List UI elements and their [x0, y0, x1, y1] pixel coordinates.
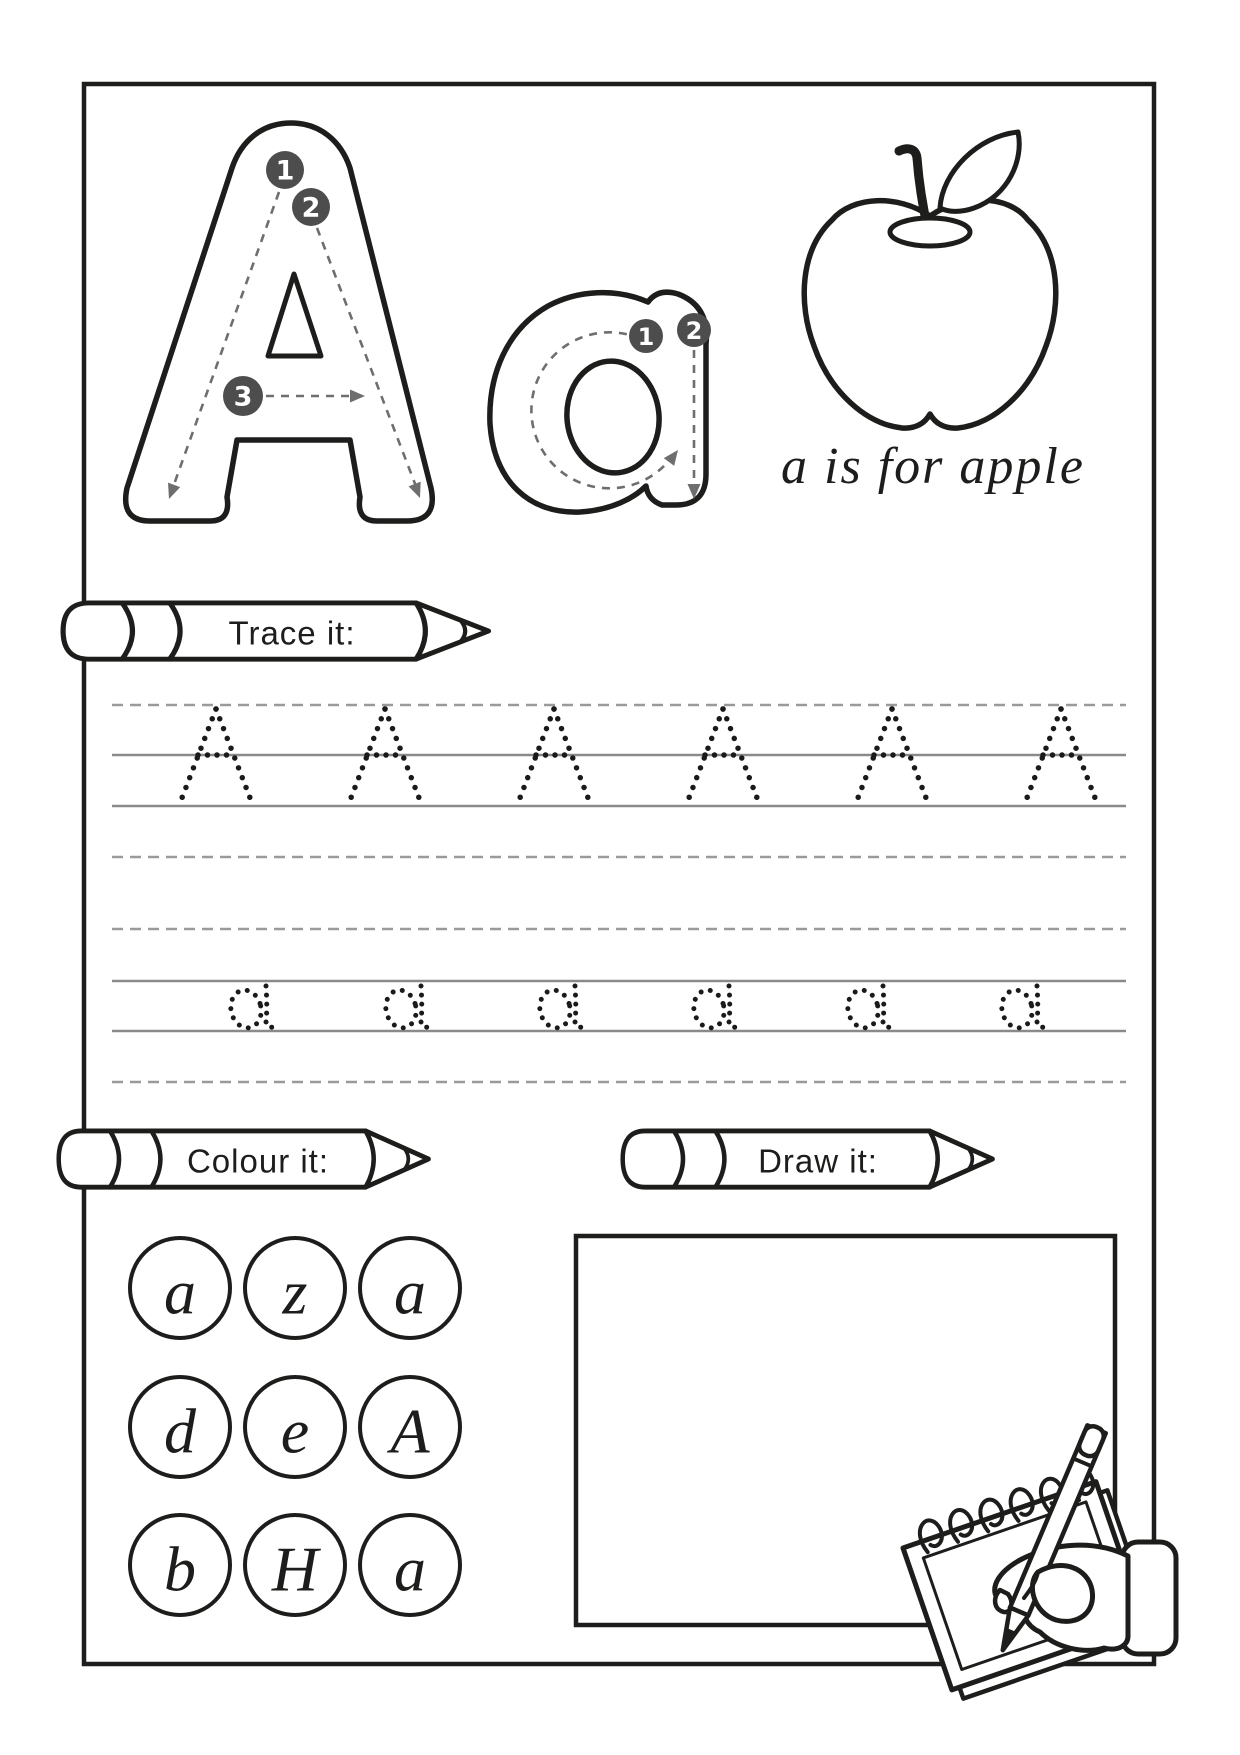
- circle-letter: a: [394, 1256, 426, 1328]
- dotted-letter-a: [690, 986, 737, 1031]
- stroke-number-badge: [223, 376, 263, 416]
- notepad-writing-icon: [897, 1423, 1176, 1701]
- stroke-number-badge: [266, 151, 304, 189]
- stroke-number-badge: [677, 313, 711, 347]
- leaf-icon: [940, 132, 1019, 211]
- caption: a is for apple: [781, 438, 1085, 495]
- dotted-letter-a: [382, 986, 429, 1031]
- colour-circle-grid: [130, 1238, 460, 1615]
- letter-circle[interactable]: [130, 1515, 230, 1615]
- stroke-number-1: 1: [637, 323, 655, 351]
- trace-row-lowercase: [227, 986, 1045, 1031]
- letter-circle[interactable]: [130, 1238, 230, 1338]
- stroke-number-2: 2: [301, 192, 321, 224]
- circle-letter: a: [394, 1533, 426, 1605]
- bubble-letter-uppercase-A: [126, 123, 433, 521]
- stroke-number-3: 3: [233, 381, 253, 413]
- stroke-number-badge: [629, 319, 663, 353]
- letter-circle[interactable]: [360, 1515, 460, 1615]
- circle-letter: b: [164, 1533, 196, 1605]
- apple-icon: [804, 132, 1056, 428]
- letter-circle[interactable]: [360, 1377, 460, 1477]
- section-label-draw: Draw it:: [758, 1142, 878, 1180]
- circle-letter: A: [390, 1395, 430, 1467]
- dotted-letter-a: [844, 986, 891, 1031]
- circle-letter: H: [271, 1533, 319, 1605]
- stroke-number-2: 2: [685, 317, 703, 345]
- circle-letter: e: [280, 1395, 310, 1467]
- letter-circle[interactable]: [245, 1377, 345, 1477]
- bubble-letter-lowercase-a: [490, 292, 711, 512]
- thumb: [1032, 1566, 1092, 1622]
- section-label-colour: Colour it:: [186, 1142, 330, 1180]
- circle-letter: a: [164, 1256, 196, 1328]
- stroke-number-1: 1: [275, 155, 295, 187]
- circle-letter: z: [282, 1256, 308, 1328]
- dotted-letter-a: [227, 986, 274, 1031]
- letter-circle[interactable]: [360, 1238, 460, 1338]
- dotted-letter-a: [536, 986, 583, 1031]
- writing-guidelines: [112, 705, 1126, 1082]
- letter-circle[interactable]: [245, 1238, 345, 1338]
- letter-circle[interactable]: [245, 1515, 345, 1615]
- circle-letter: d: [164, 1395, 196, 1467]
- letter-circle[interactable]: [130, 1377, 230, 1477]
- section-label-trace: Trace it:: [228, 614, 356, 652]
- dotted-letter-a: [998, 986, 1045, 1031]
- stroke-number-badge: [292, 188, 330, 226]
